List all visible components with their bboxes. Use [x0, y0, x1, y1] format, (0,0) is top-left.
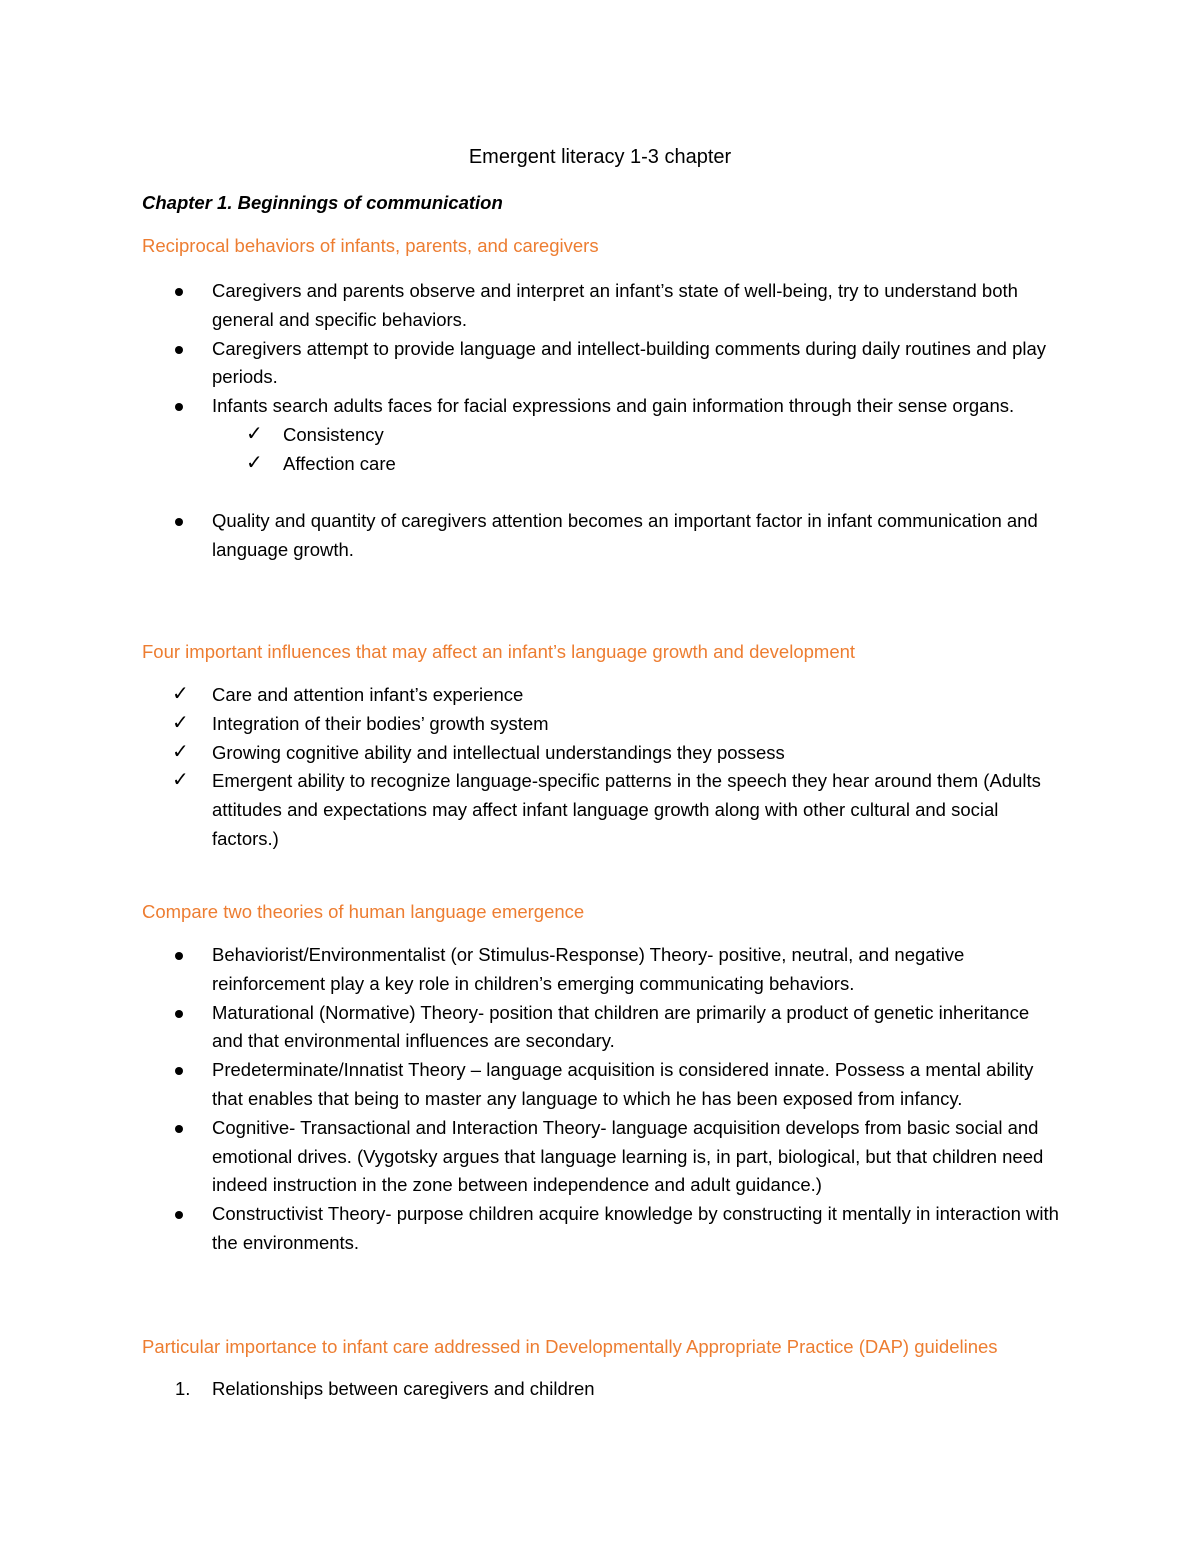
list-item-text: Caregivers attempt to provide language and intellect-building comments during daily routines and play periods.: [212, 337, 1047, 388]
list-item-text: Integration of their bodies’ growth system: [212, 712, 549, 734]
section-heading-theories: Compare two theories of human language emergence: [142, 901, 585, 922]
list-item: [142, 1375, 1062, 1404]
list-item-text: Caregivers and parents observe and interpret an infant’s state of well-being, try to understand both general and specific behaviors.: [212, 280, 1018, 330]
section-heading-dap: Particular importance to infant care addressed in Developmentally Appropriate Practice (DAP) guidelines: [142, 1336, 998, 1357]
list-item-text: Emergent ability to recognize language-specific patterns in the speech they hear around them (Adults attitudes and expectations may affect infant language growth along with other cultural and social factors.): [212, 770, 1041, 849]
list-item-text: Maturational (Normative) Theory- position that children are primarily a product of genetic inheritance and that environmental influences are secondary.: [212, 1001, 1030, 1052]
list-item-text: Cognitive- Transactional and Interaction Theory- language acquisition develops from basic social and emotional drives. (Vygotsky argues that language learning is, in part, biological, but that children need indeed instruction in the zone between independence and adult guidance.): [212, 1116, 1044, 1196]
list-item: [142, 277, 1062, 335]
list-item-text: Constructivist Theory- purpose children acquire knowledge by constructing it mentally in interaction with the environments.: [212, 1203, 1059, 1253]
sub-list-item: ✓ Affection care: [142, 450, 1062, 479]
list-item: ✓ Care and attention infant’s experience: [172, 681, 524, 705]
list-item: [142, 392, 1062, 421]
list-item-text: Behaviorist/Environmentalist (or Stimulus-Response) Theory- positive, neutral, and negative reinforcement play a key role in children’s emerging communicating behaviors.: [212, 944, 965, 994]
reciprocal-bullet-list: [142, 277, 1062, 565]
list-item-text: Growing cognitive ability and intellectual understandings they possess: [212, 741, 785, 763]
list-item: [142, 1200, 1062, 1258]
list-item: [142, 335, 1062, 393]
list-item-text: Predeterminate/Innatist Theory – language acquisition is considered innate. Possess a mental ability that enables that being to master any language to which he has been exposed from infancy.: [212, 1059, 1034, 1109]
list-item: [142, 507, 1062, 565]
list-item-text: Quality and quantity of caregivers attention becomes an important factor in infant communication and language growth.: [212, 510, 1038, 561]
list-number: 1.: [175, 1378, 191, 1399]
list-item: [142, 941, 1062, 999]
list-spacer: [142, 479, 1062, 508]
chapter-heading: Chapter 1. Beginnings of communication: [142, 192, 503, 213]
list-item-text: Care and attention infant’s experience: [212, 684, 524, 705]
document-title: Emergent literacy 1-3 chapter: [468, 146, 732, 168]
influences-check-list: [142, 681, 1062, 854]
sub-list-item: ✓ Consistency: [142, 421, 1062, 450]
dap-numbered-list: [142, 1375, 1062, 1404]
sub-list-item-text: Consistency: [283, 423, 384, 445]
list-item: [142, 1056, 1062, 1114]
sub-list-item-text: Affection care: [283, 452, 396, 474]
list-item: ✓ Growing cognitive ability and intellectual understandings they possess: [172, 738, 785, 763]
list-item-text: Infants search adults faces for facial expressions and gain information through their sense organs.: [212, 395, 1015, 417]
section-heading-influences: Four important influences that may affect an infant’s language growth and development: [142, 641, 856, 662]
theories-bullet-list: [142, 941, 1062, 1258]
section-heading-reciprocal: Reciprocal behaviors of infants, parents, and caregivers: [142, 235, 599, 256]
list-item: [142, 999, 1062, 1057]
list-item: ✓ Emergent ability to recognize language-specific patterns in the speech they hear around them (Adults attitudes and expectations may affect infant language growth along with other cultural and social factors.): [172, 767, 1041, 849]
list-item: ✓ Integration of their bodies’ growth system: [172, 709, 549, 734]
list-item-text: Relationships between caregivers and children: [212, 1378, 595, 1399]
list-item: [142, 1114, 1062, 1200]
